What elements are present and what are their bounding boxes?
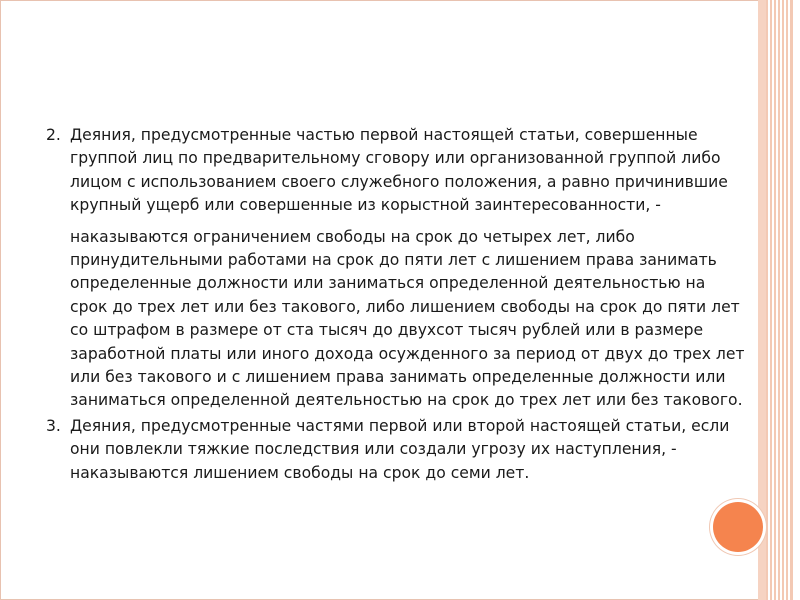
item-number: 2. — [46, 126, 61, 144]
item-number: 3. — [46, 416, 61, 435]
item-text: Деяния, предусмотренные частями первой или второй настоящей статьи, если они повлекли тяжкие последствия или создали угрозу их наступления, - наказываются лишением свободы на срок до семи лет. — [70, 416, 730, 482]
decorative-circle — [713, 502, 763, 552]
list-item-2 — [46, 124, 746, 218]
item-continuation: наказываются ограничением свободы на срок до четырех лет, либо принудительными работами на срок до пяти лет с лишением права занимать определенные должности или заниматься определенной деятельностью на срок до трех лет или без такового, либо лишением свободы на срок до пяти лет со штрафом в размере от ста тысяч до двухсот тысяч рублей или в размере заработной платы или иного дохода осужденного за период от двух до трех лет или без такового и с лишением права занимать определенные должности или заниматься определенной деятельностью на срок до трех лет или без такового. — [70, 227, 745, 410]
list-item-3 — [46, 415, 746, 485]
decorative-stripes — [766, 0, 792, 600]
decorative-edge — [792, 0, 800, 600]
slide-body — [46, 124, 746, 485]
decorative-stripe-wide — [758, 0, 766, 600]
item-text: Деяния, предусмотренные частью первой настоящей статьи, совершенные группой лиц по предварительному сговору или организованной группой либо лицом с использованием своего служебного положения, а равно причинившие крупный ущерб или совершенные из корыстной заинтересованности, - — [70, 126, 728, 215]
